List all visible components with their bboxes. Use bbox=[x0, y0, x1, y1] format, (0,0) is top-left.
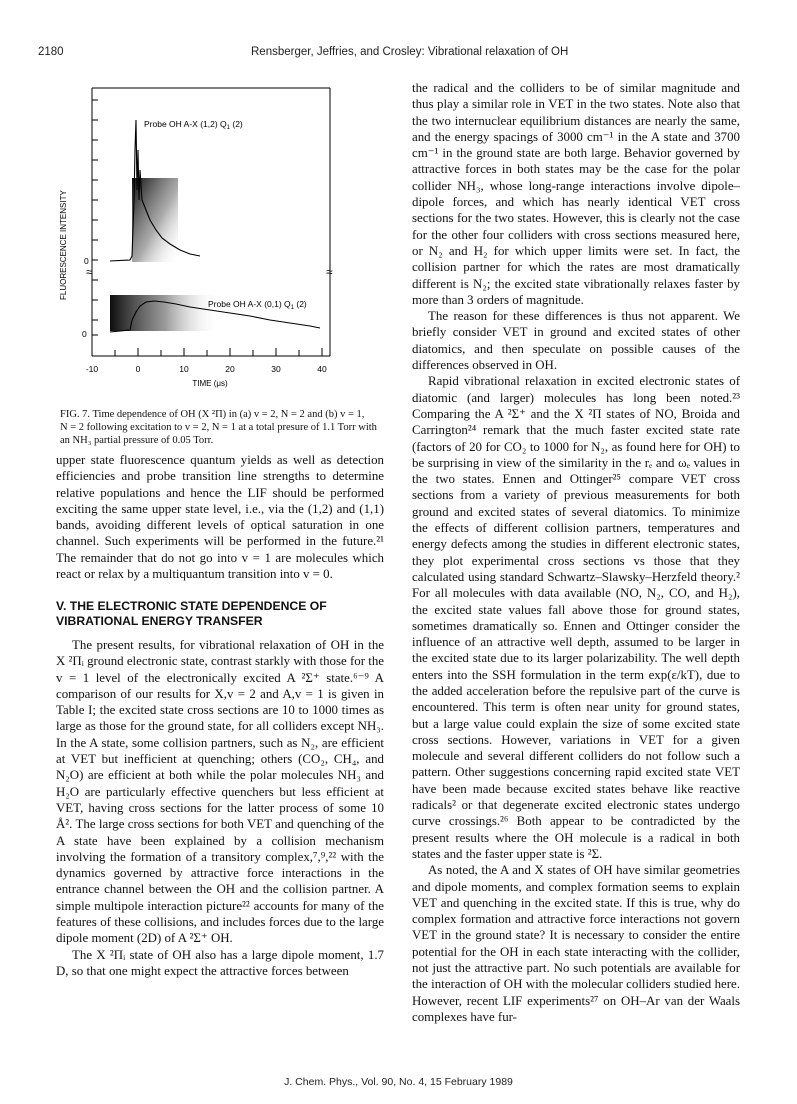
svg-text:≈: ≈ bbox=[326, 265, 333, 279]
zero-label-lower: 0 bbox=[82, 329, 87, 339]
caption-line: FIG. 7. Time dependence of OH (X ²Π) in (a) v = 2, N = 2 and (b) v = 1, bbox=[60, 409, 365, 420]
trace-b-label: Probe OH A-X (0,1) $Q_1$ (2) bbox=[208, 299, 307, 311]
paragraph: The X ²Πᵢ state of OH also has a large dipole moment, 1.7 D, so that one might expect the attractive forces between bbox=[56, 947, 384, 978]
caption-line: an NH₃ partial pressure of 0.05 Torr. bbox=[60, 435, 214, 447]
paragraph: The present results, for vibrational relaxation of OH in the X ²Πᵢ ground electronic state, contrast starkly with those for the v = 1 level of the electronically excited A ²Σ⁺ state.⁶⁻⁹ A comparison of our results for X,v = 2 and A,v = 1 is given in Table I; the excited state cross sections are 10 to 1000 times as large as those for the ground state, for all colliders except NH₃. In the A state, some collision partners, such as N₂, are efficient at VET but inefficient at quenching; others (CO₂, CH₄, and N₂O) are efficient at both while the polar molecules NH₃ and H₂O are particularly effective quenchers but less efficient at VET, having cross sections for the latter process of some 10 Å². The large cross sections for both VET and quenching of the A state have been explained by a collision mechanism involving the formation of a transitory complex,⁷,⁹,²² with the dynamics governed by attractive force interactions in the entrance channel between the OH and the collision partner. A simple multipole interaction picture²² accounts for many of the features of these collisions, and includes forces due to the large dipole moment (2D) of A ²Σ⁺ OH. bbox=[56, 638, 384, 946]
zero-label-upper: 0 bbox=[84, 256, 89, 266]
svg-text:≈: ≈ bbox=[86, 265, 93, 279]
left-column-body bbox=[56, 637, 384, 979]
caption-line: N = 2 following excitation to v = 2, N = 1 at a total presure of 1.1 Torr with bbox=[60, 422, 377, 434]
x-tick-label: 40 bbox=[317, 364, 327, 374]
figure-7 bbox=[50, 80, 350, 395]
running-title: Rensberger, Jeffries, and Crosley: Vibrational relaxation of OH bbox=[251, 46, 569, 58]
right-column bbox=[412, 80, 740, 1025]
section-title-line: VIBRATIONAL ENERGY TRANSFER bbox=[56, 614, 263, 628]
page-number: 2180 bbox=[38, 46, 64, 58]
paragraph: Rapid vibrational relaxation in excited electronic states of diatomic (and larger) molecules has long been noted.²³ Comparing the A ²Σ⁺ and the X ²Π states of NO, Broida and Carrington²⁴ remark that the much faster excited state rate (factors of 20 for CO₂ to 1000 for N₂, as found here for OH) to be surprising in view of the similarity in the rₑ and ωₑ values in the two states. Ennen and Ottinger²⁵ compare VET cross sections from a variety of previous measurements for both ground and excited states of several diatomics. To minimize the effects of different collision partners, temperatures and energy defects among the studies in different electronic states, they plot experimental cross sections vs those that they calculated using standard Schwartz–Slawsky–Herzfeld theory.² For all molecules with data available (NO, N₂, CO, and H₂), the excited state values fall above those for ground states, sometimes dramatically so. Ennen and Ottinger consider the influence of an attractive well depth, assumed to be larger in the excited state due to its larger polarizability. The well depth enters into the SSH formulation in the term exp(ε/kT), due to the added acceleration before the repulsive part of the curve is encountered. This term is often near unity for ground states, but a large value could explain the size of some excited state cross sections. However, variations in VET for a given molecule and several different colliders do not follow such a pattern. Other suggestions concerning rapid excited state VET have been made because excited states behave like reactive radicals² or that degenerate excited electronic states undergo curve crossings.²⁶ Both appear to be contradicted by the present results where the OH molecule is a radical in both states and the faster upper state is ²Σ. bbox=[412, 374, 740, 861]
section-heading bbox=[56, 599, 384, 629]
paragraph: As noted, the A and X states of OH have similar geometries and dipole moments, and complex formation seems to explain VET and quenching in the excited state. If this is true, why do complex formation and attractive force interactions not govern VET in the ground state? It is necessary to consider the entire potential for the OH in each state interacting with the collider, not just the attractive part. No such potentials are available for the interaction of OH with the molecular colliders studied here. However, recent LIF experiments²⁷ on OH–Ar van der Waals complexes have fur- bbox=[412, 863, 740, 1024]
trace-b-shading bbox=[110, 295, 220, 331]
figure-caption bbox=[60, 408, 380, 448]
x-tick-label: 20 bbox=[225, 364, 235, 374]
x-tick-label: -10 bbox=[85, 364, 99, 374]
left-column-top bbox=[56, 452, 384, 582]
paragraph: The reason for these differences is thus not apparent. We briefly consider VET in ground and excited states of other diatomics, and then speculate on possible causes of the differences observed in OH. bbox=[412, 309, 740, 373]
journal-footer: J. Chem. Phys., Vol. 90, No. 4, 15 February 1989 bbox=[284, 1076, 513, 1088]
paragraph: upper state fluorescence quantum yields as well as detection efficiencies and probe transition line strengths to determine relative populations and hence the LIF should be performed exciting the same upper state level, i.e., via the (1,2) and (1,1) bands, avoiding different levels of optical saturation in one channel. Such experiments will be performed in the future.²¹ The remainder that do not go into v = 1 are molecules which react or relax by a multiquantum transition into v = 0. bbox=[56, 453, 384, 582]
y-axis-label: FLUORESCENCE INTENSITY bbox=[59, 190, 68, 300]
x-tick-label: 0 bbox=[135, 364, 141, 374]
paragraph: the radical and the colliders to be of similar magnitude and thus play a similar role in VET in the two states. Note also that the two internuclear equilibrium distances are nearly the same, and the energy spacings of 3000 cm⁻¹ in the A state and 3700 cm⁻¹ in the ground state are both large. Behavior governed by attractive forces in both states may be the case for the polar collider NH₃, whose long-range interactions involve dipole–dipole forces, and which has nearly identical VET cross sections for the two states. However, this is clearly not the case for the other four colliders with cross sections measured here, or N₂ and H₂ for which upper limits were set. In fact, the collision partner for which the rates are most dramatically different is N₂; the excited state vibrationally relaxes faster by more than 3 orders of magnitude. bbox=[412, 81, 740, 307]
section-title-line: V. THE ELECTRONIC STATE DEPENDENCE OF bbox=[56, 599, 327, 613]
x-tick-label: 10 bbox=[179, 364, 189, 374]
trace-a-label: Probe OH A-X (1,2) $Q_1$ (2) bbox=[144, 119, 243, 131]
x-axis-label: TIME (μs) bbox=[192, 379, 228, 388]
x-tick-label: 30 bbox=[271, 364, 281, 374]
